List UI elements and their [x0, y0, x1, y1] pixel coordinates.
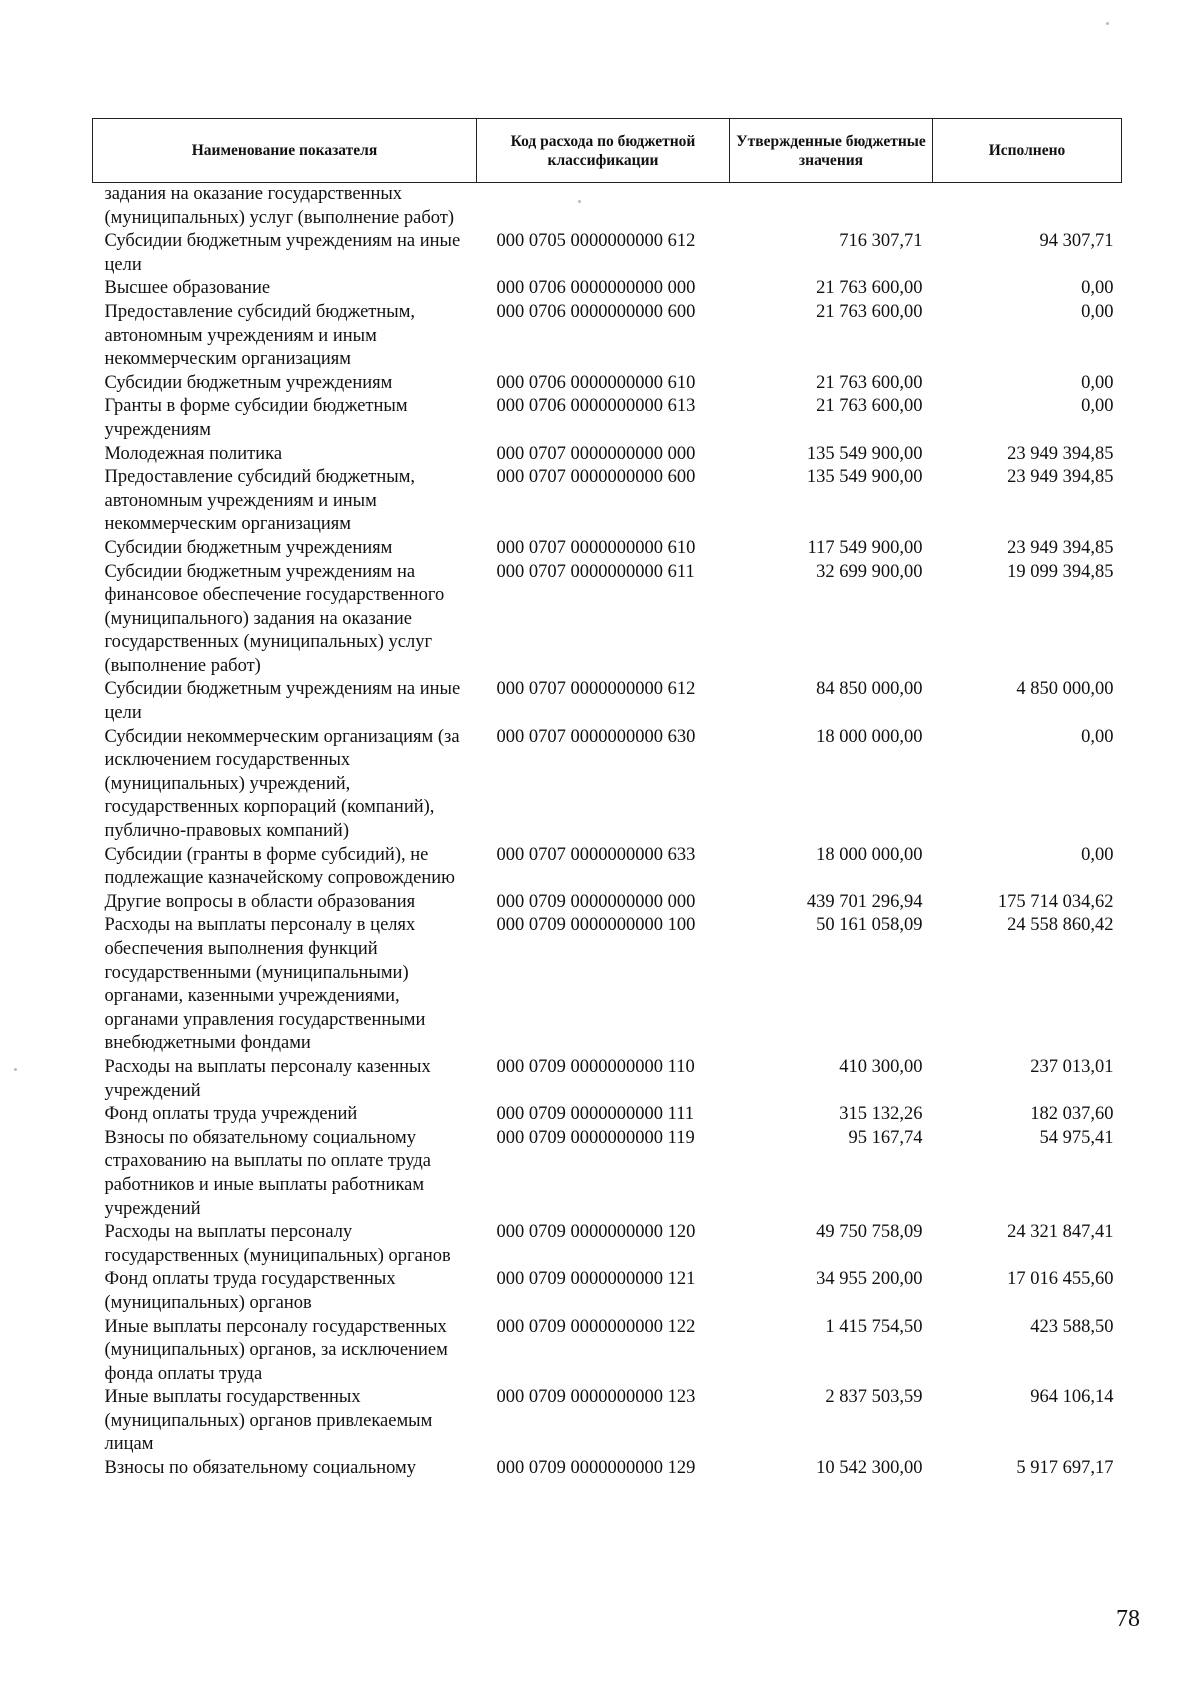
- cell-code: 000 0707 0000000000 612: [496, 679, 696, 700]
- cell-executed: 182 037,60: [1030, 1104, 1114, 1125]
- cell-approved: 410 300,00: [839, 1056, 923, 1077]
- cell-approved: 18 000 000,00: [816, 844, 923, 865]
- cell-code: 000 0709 0000000000 121: [496, 1269, 696, 1290]
- cell-code: 000 0709 0000000000 100: [496, 915, 696, 936]
- table-row: [93, 372, 1122, 396]
- table-body: [93, 183, 1122, 1481]
- cell-executed: 23 949 394,85: [1007, 537, 1114, 558]
- cell-name: Фонд оплаты труда государственных (муниципальных) органов: [104, 1269, 396, 1313]
- cell-executed: 54 975,41: [1039, 1127, 1114, 1148]
- cell-name: Иные выплаты государственных (муниципальных) органов привлекаемым лицам: [104, 1387, 433, 1455]
- cell-approved: 315 132,26: [839, 1104, 923, 1125]
- table-row: [93, 1457, 1122, 1481]
- cell-approved: 135 549 900,00: [806, 443, 923, 464]
- header-code: Код расхода по бюджетной классификации: [477, 119, 730, 183]
- cell-name: Субсидии бюджетным учреждениям на финансовое обеспечение государственного (муниципального) задания на оказание государственных (муниципальных) услуг (выполнение работ): [104, 561, 445, 676]
- cell-code: 000 0709 0000000000 110: [496, 1056, 695, 1077]
- cell-approved: 50 161 058,09: [816, 915, 923, 936]
- cell-code: 000 0707 0000000000 610: [496, 537, 696, 558]
- table-row: [93, 914, 1122, 1056]
- cell-name: Субсидии некоммерческим организациям (за исключением государственных (муниципальных) учреждений, государственных корпораций (компаний), публично-правовых компаний): [104, 726, 460, 842]
- table-row: [93, 678, 1122, 725]
- cell-executed: 423 588,50: [1030, 1316, 1114, 1337]
- cell-approved: 21 763 600,00: [816, 301, 923, 322]
- cell-approved: 84 850 000,00: [816, 679, 923, 700]
- cell-approved: 95 167,74: [848, 1127, 923, 1148]
- cell-approved: 117 549 900,00: [807, 537, 923, 558]
- cell-code: 000 0706 0000000000 600: [496, 301, 696, 322]
- cell-code: 000 0707 0000000000 633: [496, 844, 696, 865]
- cell-executed: 23 949 394,85: [1007, 443, 1114, 464]
- header-approved: Утвержденные бюджетные значения: [730, 119, 933, 183]
- budget-execution-table: [92, 118, 1122, 1481]
- cell-name: Предоставление субсидий бюджетным, автономным учреждениям и иным некоммерческим организациям: [104, 467, 416, 535]
- page-number: 78: [1116, 1606, 1140, 1632]
- table-row: [93, 301, 1122, 372]
- cell-code: 000 0706 0000000000 000: [496, 278, 696, 299]
- table-row: [93, 277, 1122, 301]
- cell-approved: 21 763 600,00: [816, 278, 923, 299]
- cell-executed: 0,00: [1081, 372, 1114, 393]
- table-row: [93, 844, 1122, 891]
- cell-executed: 17 016 455,60: [1007, 1269, 1114, 1290]
- scan-speck: [14, 1068, 17, 1071]
- scan-speck: [1106, 22, 1109, 25]
- cell-name: Расходы на выплаты персоналу в целях обеспечения выполнения функций государственными (муниципальными) органами, казенными учреждениями, органами управления государственными внебюджетными фондами: [104, 915, 426, 1054]
- cell-name: задания на оказание государственных (муниципальных) услуг (выполнение работ): [104, 184, 455, 228]
- cell-approved: 49 750 758,09: [816, 1222, 923, 1243]
- header-name: Наименование показателя: [93, 119, 477, 183]
- cell-code: 000 0709 0000000000 000: [496, 891, 696, 912]
- table-row: [93, 726, 1122, 844]
- table-header: [93, 119, 1122, 183]
- cell-executed: 4 850 000,00: [1016, 679, 1114, 700]
- table-row: [93, 395, 1122, 442]
- cell-executed: 19 099 394,85: [1007, 561, 1114, 582]
- cell-name: Предоставление субсидий бюджетным, автономным учреждениям и иным некоммерческим организациям: [104, 301, 416, 370]
- cell-executed: 0,00: [1081, 301, 1114, 322]
- cell-code: 000 0707 0000000000 611: [496, 561, 695, 582]
- cell-executed: 0,00: [1081, 726, 1114, 747]
- cell-code: 000 0709 0000000000 129: [496, 1458, 696, 1479]
- cell-executed: 23 949 394,85: [1007, 467, 1114, 488]
- table-row: [93, 1221, 1122, 1268]
- cell-approved: 21 763 600,00: [816, 396, 923, 417]
- cell-approved: 135 549 900,00: [806, 467, 923, 488]
- cell-name: Расходы на выплаты персоналу государственных (муниципальных) органов: [104, 1222, 451, 1266]
- cell-name: Субсидии бюджетным учреждениям на иные цели: [104, 679, 461, 724]
- cell-code: 000 0706 0000000000 613: [496, 396, 696, 417]
- cell-approved: 716 307,71: [839, 231, 923, 252]
- cell-approved: 2 837 503,59: [825, 1387, 923, 1408]
- cell-name: Субсидии бюджетным учреждениям на иные цели: [104, 231, 461, 275]
- cell-approved: 1 415 754,50: [825, 1316, 923, 1337]
- table-row: [93, 1316, 1122, 1387]
- cell-name: Взносы по обязательному социальному: [104, 1458, 416, 1479]
- cell-executed: 237 013,01: [1030, 1056, 1114, 1077]
- cell-name: Гранты в форме субсидии бюджетным учреждениям: [104, 396, 408, 440]
- header-executed: Исполнено: [933, 119, 1122, 183]
- table-row: [93, 561, 1122, 679]
- table-row: [93, 1056, 1122, 1103]
- cell-name: Фонд оплаты труда учреждений: [104, 1104, 358, 1125]
- table-row: [93, 1127, 1122, 1221]
- cell-code: 000 0705 0000000000 612: [496, 231, 696, 252]
- cell-executed: 24 321 847,41: [1007, 1222, 1114, 1243]
- table-row: [93, 891, 1122, 915]
- cell-code: 000 0709 0000000000 123: [496, 1387, 696, 1408]
- cell-executed: 0,00: [1081, 278, 1114, 299]
- table-row: [93, 537, 1122, 561]
- cell-name: Молодежная политика: [104, 443, 283, 464]
- cell-executed: 0,00: [1081, 396, 1114, 417]
- cell-code: 000 0709 0000000000 122: [496, 1316, 696, 1337]
- cell-approved: 21 763 600,00: [816, 372, 923, 393]
- cell-approved: 32 699 900,00: [816, 561, 923, 582]
- scan-speck: [578, 200, 581, 203]
- cell-approved: 34 955 200,00: [816, 1269, 923, 1290]
- cell-approved: [730, 183, 933, 231]
- cell-code: 000 0707 0000000000 000: [496, 443, 696, 464]
- cell-executed: 964 106,14: [1030, 1387, 1114, 1408]
- cell-executed: [933, 183, 1122, 231]
- table-row: [93, 1103, 1122, 1127]
- cell-code: 000 0709 0000000000 111: [496, 1104, 695, 1125]
- cell-name: Высшее образование: [104, 278, 271, 299]
- cell-name: Субсидии бюджетным учреждениям: [104, 537, 393, 558]
- cell-name: Другие вопросы в области образования: [104, 891, 416, 912]
- cell-code: 000 0707 0000000000 600: [496, 467, 696, 488]
- cell-code: 000 0707 0000000000 630: [496, 726, 696, 747]
- cell-executed: 175 714 034,62: [997, 891, 1114, 912]
- table-row: [93, 183, 1122, 231]
- cell-code: 000 0706 0000000000 610: [496, 372, 696, 393]
- table-row: [93, 1386, 1122, 1457]
- cell-executed: 5 917 697,17: [1016, 1458, 1114, 1479]
- table-row: [93, 1268, 1122, 1315]
- cell-name: Субсидии бюджетным учреждениям: [104, 372, 393, 393]
- table-row: [93, 466, 1122, 537]
- cell-approved: 439 701 296,94: [806, 891, 923, 912]
- cell-code: [477, 183, 730, 231]
- cell-name: Взносы по обязательному социальному страхованию на выплаты по оплате труда работников и иные выплаты работникам учреждений: [104, 1127, 431, 1219]
- cell-code: 000 0709 0000000000 119: [496, 1127, 695, 1148]
- cell-executed: 94 307,71: [1039, 231, 1114, 252]
- cell-approved: 18 000 000,00: [816, 726, 923, 747]
- table-row: [93, 443, 1122, 467]
- cell-executed: 24 558 860,42: [1007, 915, 1114, 936]
- cell-executed: 0,00: [1081, 844, 1114, 865]
- table-row: [93, 230, 1122, 277]
- cell-name: Расходы на выплаты персоналу казенных учреждений: [104, 1056, 431, 1101]
- cell-code: 000 0709 0000000000 120: [496, 1222, 696, 1243]
- cell-name: Субсидии (гранты в форме субсидий), не подлежащие казначейскому сопровождению: [104, 844, 455, 889]
- cell-name: Иные выплаты персоналу государственных (муниципальных) органов, за исключением фонда оплаты труда: [104, 1316, 448, 1384]
- cell-approved: 10 542 300,00: [816, 1458, 923, 1479]
